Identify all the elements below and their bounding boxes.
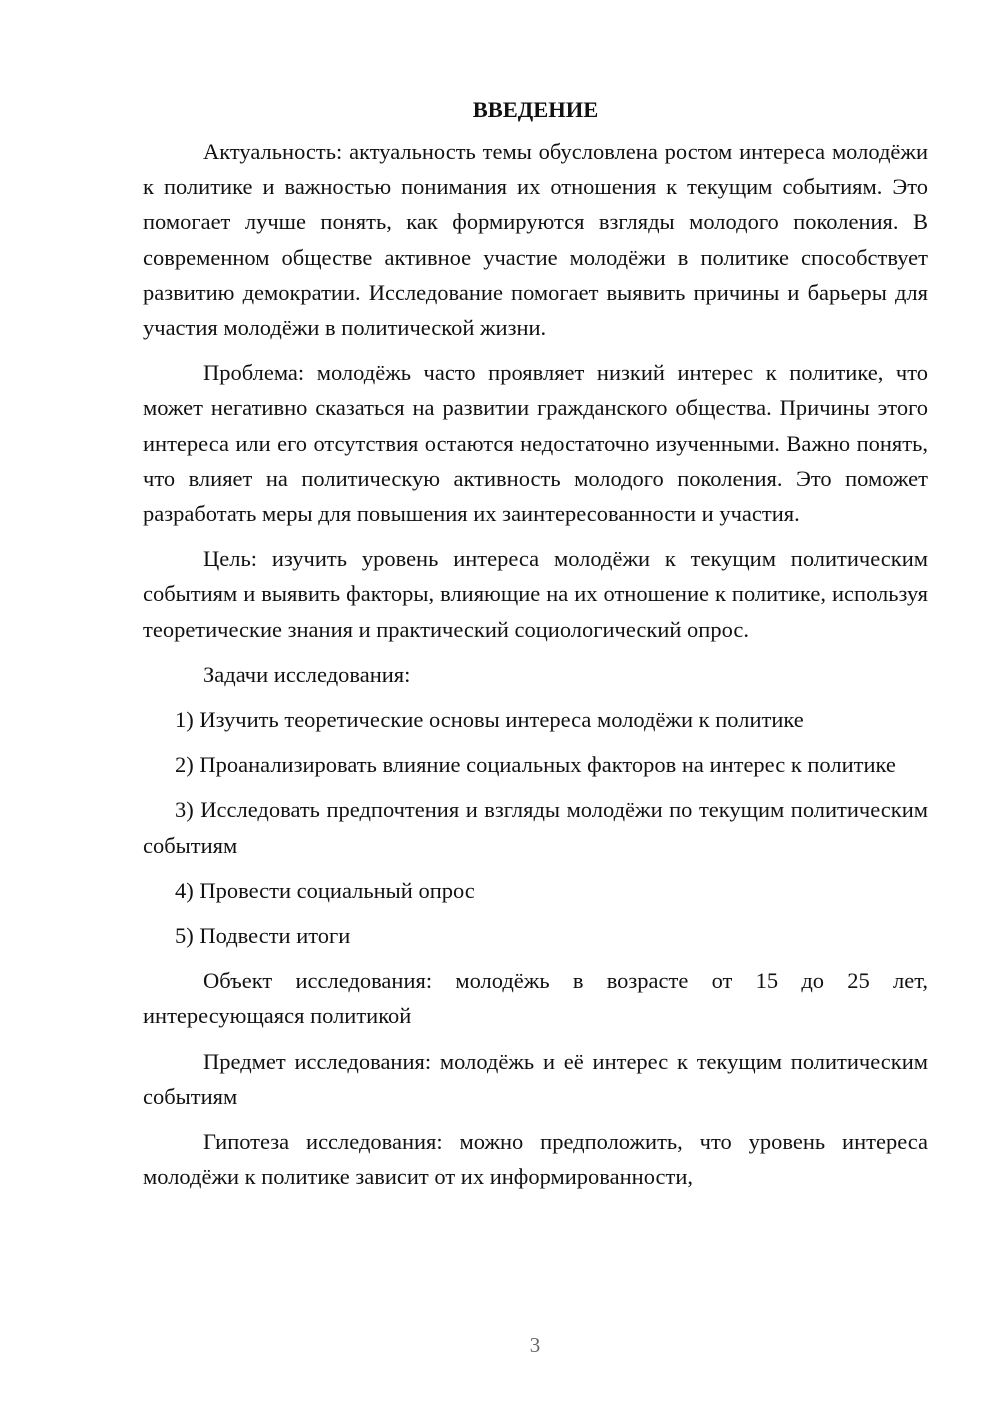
problem-paragraph: Проблема: молодёжь часто проявляет низкий интерес к политике, что может негативно сказаться на развитии гражданского общества. Причины этого интереса или его отсутствия остаются недостаточно изученными. Важно понять, что влияет на политическую активность молодого поколения. Это поможет разработать меры для повышения их заинтересованности и участия. [143, 360, 928, 527]
task-item-5: 5) Подвести итоги [175, 923, 351, 949]
object-paragraph: Объект исследования: молодёжь в возрасте от 15 до 25 лет, интересующаяся политикой [143, 968, 928, 1029]
tasks-heading: Задачи исследования: [203, 661, 411, 687]
section-title: ВВЕДЕНИЕ [472, 97, 599, 122]
hypothesis-paragraph: Гипотеза исследования: можно предположить, что уровень интереса молодёжи к политике зависит от их информированности, [143, 1129, 928, 1190]
task-item-2: 2) Проанализировать влияние социальных факторов на интерес к политике [175, 752, 896, 778]
goal-paragraph: Цель: изучить уровень интереса молодёжи к текущим политическим событиям и выявить факторы, влияющие на их отношение к политике, используя теоретические знания и практический социологический опрос. [143, 546, 928, 642]
page-content [143, 96, 928, 1204]
task-item-1: 1) Изучить теоретические основы интереса молодёжи к политике [175, 707, 804, 733]
page-number: 3 [529, 1333, 541, 1357]
task-item-3: 3) Исследовать предпочтения и взгляды молодёжи по текущим политическим событиям [143, 797, 928, 858]
subject-paragraph: Предмет исследования: молодёжь и её интерес к текущим политическим событиям [143, 1048, 928, 1109]
relevance-paragraph: Актуальность: актуальность темы обусловлена ростом интереса молодёжи к политике и важностью понимания их отношения к текущим событиям. Это помогает лучше понять, как формируются взгляды молодого поколения. В современном обществе активное участие молодёжи в политике способствует развитию демократии. Исследование помогает выявить причины и барьеры для участия молодёжи в политической жизни. [143, 139, 928, 341]
task-item-4: 4) Провести социальный опрос [175, 877, 475, 903]
